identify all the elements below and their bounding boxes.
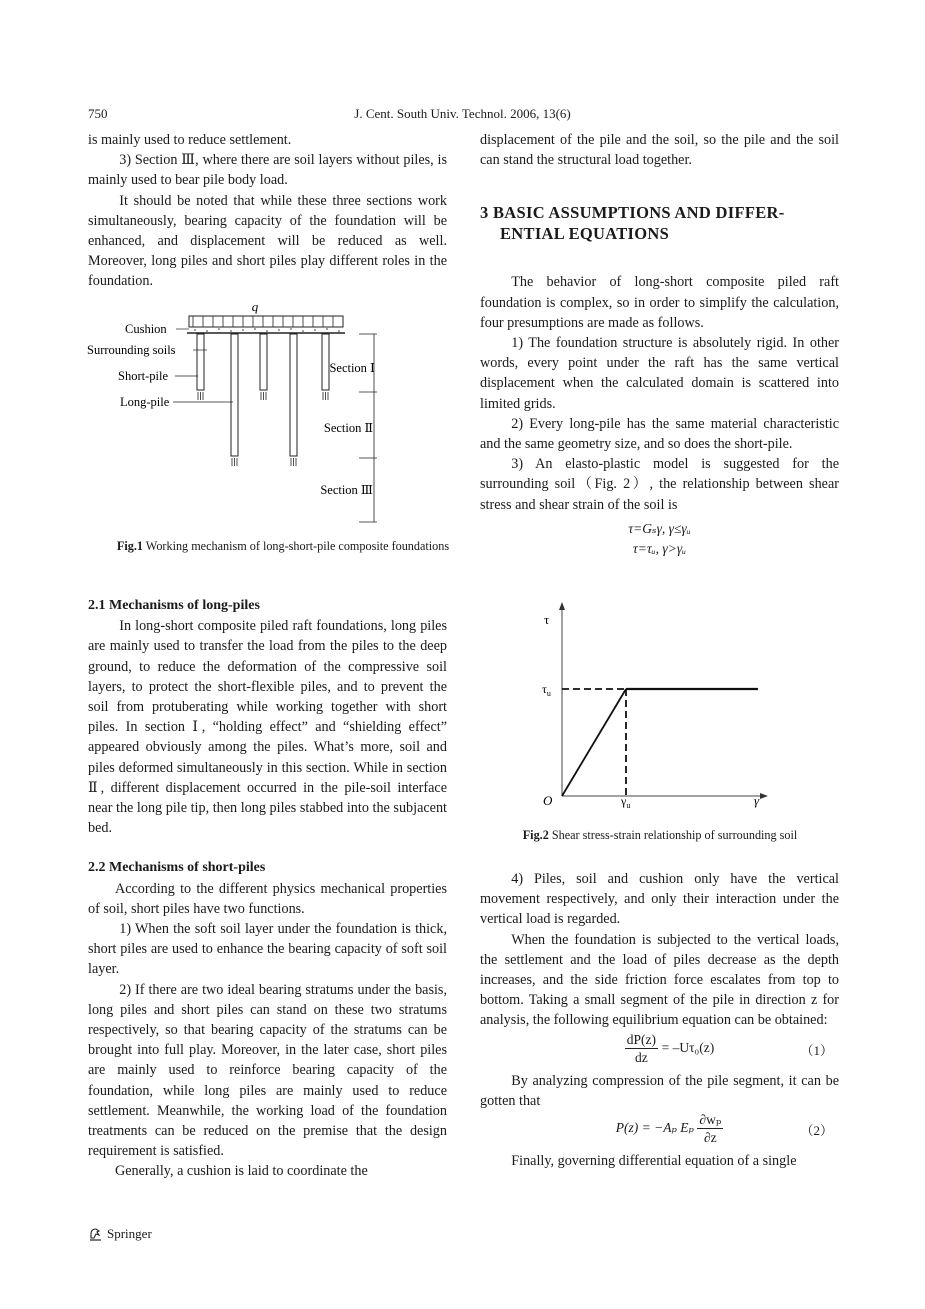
springer-logo (88, 1226, 152, 1242)
figure-1-caption-text: Working mechanism of long-short-pile composite foundations (145, 539, 450, 553)
left-column-lower (88, 596, 447, 1182)
figure-2-caption-text: Shear stress-strain relationship of surrounding soil (551, 828, 798, 842)
paragraph: 1) When the soft soil layer under the foundation is thick, short piles are used to enhance the bearing capacity of soft soil layer. (88, 921, 447, 978)
eq2-number: （2） (800, 1123, 833, 1139)
paragraph: 2) If there are two ideal bearing stratums under the basis, long piles and short piles can stand on these two stratums respectively, so that bearing capacity of the stratums can be brought into full play. Moreover, in the later case, short piles are mainly used to reinforce bearing capacity of the foundation, while long piles are mainly used to reduce settlement. Meanwhile, the working load of the foundation treatments can be reduced on the premise that the design requirement is satisfied. (88, 981, 447, 1160)
eq1-number: （1） (800, 1042, 833, 1058)
figure-1-caption-label: Fig.1 (116, 539, 143, 553)
section-2-2-title: 2.2 Mechanisms of short-piles (88, 860, 266, 876)
right-column-lower (480, 869, 839, 1171)
figure-2-chart (530, 600, 780, 812)
figure-1-caption (108, 536, 458, 556)
short-pile-label: Short-pile (118, 369, 168, 383)
paragraph: 1) The foundation structure is absolutely rigid. In other words, every point under the raft has the same vertical displacement when the calculated domain is scattered into limited grids. (480, 335, 839, 412)
equation-shear-plastic: τ=τᵤ, γ>γᵤ (632, 540, 687, 556)
y-axis-label: τ (544, 612, 550, 627)
section-1-label: Section Ⅰ (329, 361, 375, 375)
gamma-u-label: $\gamma_u$ (621, 794, 631, 810)
cushion-label: Cushion (125, 322, 167, 336)
paragraph: is mainly used to reduce settlement. (88, 132, 292, 148)
springer-horse-icon (88, 1226, 104, 1242)
equation-1 (480, 1031, 839, 1071)
paragraph: The behavior of long-short composite piled raft foundation is complex, so in order to simplify the calculation, four presumptions are made as follows. (480, 274, 839, 331)
paragraph: 3) An elasto-plastic model is suggested for the surrounding soil（Fig. 2）, the relationship between shear stress and shear strain of the soil is (480, 456, 839, 513)
eq1-rhs: = –Uτ₀(z) (661, 1039, 715, 1055)
figure-2-caption (480, 825, 840, 845)
surrounding-soils-label: Surrounding soils (87, 343, 176, 357)
section-3-label: Section Ⅲ (320, 483, 373, 497)
paragraph: Generally, a cushion is laid to coordinate the (114, 1163, 368, 1180)
paragraph: 3) Section Ⅲ, where there are soil layers without piles, is mainly used to bear pile body load. (88, 152, 447, 189)
long-pile-label: Long-pile (120, 395, 170, 409)
eq2-fraction: $\frac{\text{∂wₚ}}{\partial z}$ (699, 1112, 722, 1146)
equation-2 (480, 1111, 839, 1151)
section-2-1-title: 2.1 Mechanisms of long-piles (88, 598, 260, 613)
equation-shear-elastic: τ=Gₛγ, γ≤γᵤ (628, 520, 691, 536)
eq1-fraction: $\frac{dP(z)}{dz}$ (626, 1031, 657, 1065)
paragraph: 4) Piles, soil and cushion only have the vertical movement respectively, and only their interaction under the vertical load is regarded. (480, 871, 839, 928)
paragraph: By analyzing compression of the pile segment, it can be gotten that (480, 1072, 839, 1109)
load-q-label: q (251, 299, 259, 314)
eq2-lhs: P(z) = −Aₚ Eₚ (615, 1119, 694, 1135)
paragraph: displacement of the pile and the soil, so the pile and the soil can stand the structural load together. (480, 132, 839, 169)
paragraph: 2) Every long-pile has the same material characteristic and the same geometry size, and so does the short-pile. (480, 415, 839, 453)
springer-label: Springer (107, 1226, 152, 1241)
paragraph: When the foundation is subjected to the vertical loads, the settlement and the load of piles decrease as the depth increases, and the side friction force escalates from top to bottom. Taking a small segment of the pile in direction z for analysis, the following equilibrium equation can be obtained: (480, 931, 839, 1029)
right-column (480, 130, 839, 559)
section-2-label: Section Ⅱ (323, 421, 373, 435)
paragraph: In long-short composite piled raft foundations, long piles are mainly used to transfer the load from the piles to the deep ground, to reduce the deformation of the compressive soil layers, to protect the short-flexible piles, and to prevent the soil from protuberating while working together with short piles. In section Ⅰ, “holding effect” and “shielding effect” appeared obviously among the piles. What’s more, soil and piles deformed simultaneously in this section. While in section Ⅱ, different displacement occurred in the pile-soil interface near the long pile tip, then long piles stabbed into the subjacent bed. (88, 618, 447, 837)
paragraph: It should be noted that while these three sections work simultaneously, bearing capacity of the foundation will be enhanced, and displacement will be reduced as well. Moreover, long piles and short piles play different roles in the foundation. (88, 192, 447, 290)
paragraph: Finally, governing differential equation of a single (511, 1153, 797, 1170)
figure-1-diagram (85, 296, 385, 528)
left-column (88, 130, 447, 292)
journal-header: J. Cent. South Univ. Technol. 2006, 13(6) (354, 106, 571, 121)
tau-u-label: $\tau_u$ (542, 682, 551, 698)
origin-label: O (543, 793, 553, 808)
section-3-title: 3 BASIC ASSUMPTIONS AND DIFFER-ENTIAL EQUATIONS (480, 203, 785, 244)
page-number: 750 (88, 106, 108, 121)
x-axis-label: γ (754, 793, 760, 808)
figure-2-caption-label: Fig.2 (522, 828, 549, 842)
paragraph: According to the different physics mechanical properties of soil, short piles have two functions. (88, 880, 447, 917)
